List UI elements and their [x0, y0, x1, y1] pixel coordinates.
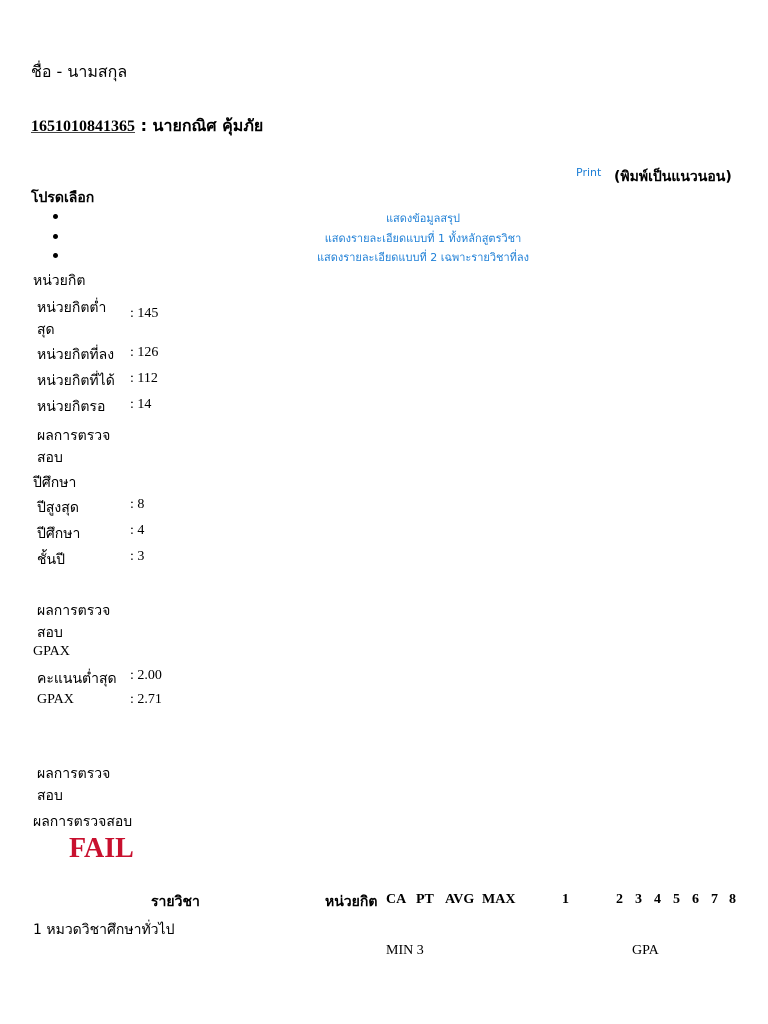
- option-detail1-link[interactable]: แสดงรายละเอียดแบบที่ 1 ทั้งหลักสูตรวิชา: [324, 232, 522, 245]
- pending-credits-value: : 14: [130, 397, 152, 412]
- col-year-6: 6: [692, 892, 699, 907]
- gpax-result-line1: ผลการตรวจ: [37, 766, 111, 782]
- print-note: (พิมพ์เป็นแนวนอน): [614, 169, 732, 185]
- class-level-value: : 3: [130, 549, 145, 564]
- credits-result-label: [37, 425, 110, 469]
- max-years-label: ปีสูงสุด: [37, 500, 79, 516]
- study-years-value: : 4: [130, 523, 145, 538]
- option-detail2-link[interactable]: แสดงรายละเอียดแบบที่ 2 เฉพาะรายวิชาที่ลง: [316, 251, 530, 264]
- min-score-value: : 2.00: [130, 668, 162, 683]
- fail-status: FAIL: [69, 833, 134, 864]
- min-requirement: MIN 3: [386, 943, 424, 958]
- min-credits-label-line1: หน่วยกิตต่ำ: [37, 300, 107, 316]
- min-credits-label-line2: สุด: [37, 322, 55, 338]
- col-subject: รายวิชา: [151, 894, 200, 910]
- years-result-line1: ผลการตรวจ: [37, 603, 111, 619]
- pending-credits-label: หน่วยกิตรอ: [37, 399, 106, 415]
- col-year-7: 7: [711, 892, 718, 907]
- col-ca: CA: [386, 892, 407, 907]
- col-year-4: 4: [654, 892, 661, 907]
- col-pt: PT: [416, 892, 434, 907]
- min-credits-label: [37, 297, 106, 341]
- subject-group-row: 1 หมวดวิชาศึกษาทั่วไป: [33, 922, 175, 938]
- min-score-label: คะแนนต่ำสุด: [37, 671, 117, 687]
- student-name: : นายกณิศ คุ้มภัย: [135, 116, 264, 135]
- col-year-3: 3: [635, 892, 642, 907]
- col-avg: AVG: [445, 892, 475, 907]
- final-result-title: ผลการตรวจสอบ: [33, 814, 133, 830]
- student-id-link[interactable]: 1651010841365: [31, 118, 135, 135]
- gpax-label: GPAX: [37, 692, 74, 707]
- earned-credits-label: หน่วยกิตที่ได้: [37, 373, 115, 389]
- min-credits-value: : 145: [130, 306, 159, 321]
- years-section-title: ปีศึกษา: [33, 475, 77, 491]
- col-credits: หน่วยกิต: [325, 894, 378, 910]
- enrolled-credits-label: หน่วยกิตที่ลง: [37, 347, 115, 363]
- col-max: MAX: [482, 892, 516, 907]
- credits-result-line2: สอบ: [37, 450, 63, 466]
- option-summary-link[interactable]: แสดงข้อมูลสรุป: [385, 212, 461, 225]
- col-year-2: 2: [616, 892, 623, 907]
- col-year-1: 1: [562, 892, 569, 907]
- gpax-value: : 2.71: [130, 692, 162, 707]
- years-result-label: [37, 600, 110, 644]
- earned-credits-value: : 112: [130, 371, 158, 386]
- gpa-label: GPA: [632, 943, 659, 958]
- col-year-5: 5: [673, 892, 680, 907]
- max-years-value: : 8: [130, 497, 145, 512]
- enrolled-credits-value: : 126: [130, 345, 159, 360]
- gpax-result-line2: สอบ: [37, 788, 63, 804]
- name-label: ชื่อ - นามสกุล: [31, 62, 128, 81]
- print-link[interactable]: Print: [576, 166, 602, 179]
- credits-result-line1: ผลการตรวจ: [37, 428, 111, 444]
- student-line: [31, 114, 263, 139]
- select-title: โปรดเลือก: [31, 190, 95, 206]
- years-result-line2: สอบ: [37, 625, 63, 641]
- class-level-label: ชั้นปี: [37, 552, 65, 568]
- gpax-result-label: [37, 763, 110, 807]
- study-years-label: ปีศึกษา: [37, 526, 81, 542]
- col-year-8: 8: [729, 892, 736, 907]
- gpax-section-title: GPAX: [33, 644, 70, 659]
- credits-section-title: หน่วยกิต: [33, 273, 86, 289]
